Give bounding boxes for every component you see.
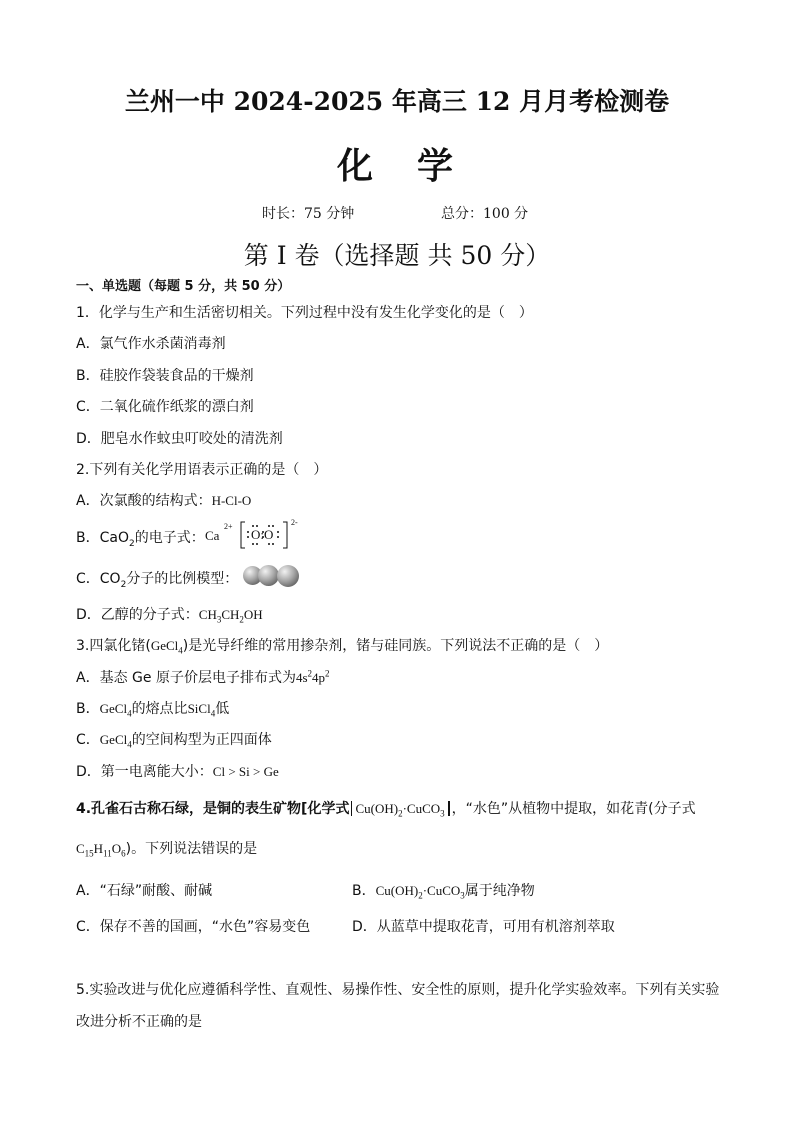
subject-title: 化 学 bbox=[336, 145, 457, 187]
q5-stem-line-1: 5.实验改进与优化应遵循科学性、直观性、易操作性、安全性的原则，提升化学实验效率。下列有关实验 bbox=[76, 982, 720, 998]
q2-a-text: A．次氯酸的结构式： bbox=[76, 493, 212, 509]
peroxide-charge: 2- bbox=[291, 518, 298, 527]
q4-b-formula: $Cu(OH)_2\cdot CuCO_3$ bbox=[375, 883, 465, 901]
ca-cation: Ca bbox=[205, 528, 220, 543]
q1-option-b: B．硅胶作袋装食品的干燥剂 bbox=[76, 368, 254, 384]
q2-d-text: D．乙醇的分子式： bbox=[76, 607, 199, 623]
q1-option-d: D．肥皂水作蚊虫叮咬处的清洗剂 bbox=[76, 431, 283, 447]
part-title: 第 I 卷（选择题 共 50 分） bbox=[243, 241, 551, 270]
q2-b-text-2: 的电子式： bbox=[134, 530, 205, 546]
exam-total-score: 总分：100 分 bbox=[441, 206, 529, 222]
q4-option-a: A．“石绿”耐酸、耐碱 bbox=[76, 883, 213, 899]
q5-stem-line-2: 改进分析不正确的是 bbox=[76, 1014, 202, 1030]
q3-stem-formula: GeCl$_4$ bbox=[150, 638, 183, 656]
q2-c-sub: 2 bbox=[120, 579, 127, 590]
q4-option-c: C．保存不善的国画，“水色”容易变色 bbox=[76, 919, 311, 935]
q2-stem: 2.下列有关化学用语表示正确的是（ ） bbox=[76, 462, 328, 478]
q2-option-c bbox=[76, 568, 238, 590]
exam-duration: 时长：75 分钟 bbox=[262, 206, 355, 222]
oxygen-atom-right bbox=[277, 565, 299, 587]
q1-stem: 1．化学与生产和生活密切相关。下列过程中没有发生化学变化的是（ ） bbox=[76, 305, 533, 321]
q3-a-formula: $4s^24p^2$ bbox=[295, 668, 330, 685]
q2-c-text: C．CO bbox=[76, 571, 121, 587]
q2-c-text-2: 分子的比例模型： bbox=[126, 571, 239, 587]
peroxide-anion: O:O bbox=[251, 527, 274, 542]
q2-option-b bbox=[76, 527, 205, 549]
q3-b-formula-2: SiCl$_4$ bbox=[187, 701, 216, 719]
carbon-atom bbox=[258, 565, 279, 586]
q3-option-a: A．基态 Ge 原子价层电子排布式为$4s^24p^2$ bbox=[76, 668, 330, 686]
q1-option-a: A．氯气作水杀菌消毒剂 bbox=[76, 336, 226, 352]
q3-stem: 3.四氯化锗(GeCl$_4$)是光导纤维的常用掺杂剂，锗与硅同族。下列说法不正确的是（ ） bbox=[76, 638, 609, 656]
section-title: 一、单选题（每题 5 分，共 50 分） bbox=[76, 279, 291, 294]
q3-b-formula-1: GeCl$_4$ bbox=[99, 701, 132, 719]
q3-c-formula: GeCl$_4$ bbox=[99, 732, 132, 750]
q3-option-d: D．第一电离能大小：Cl > Si > Ge bbox=[76, 764, 279, 780]
q2-b-text: B．CaO bbox=[76, 530, 129, 546]
q4-option-d: D．从蓝草中提取花青，可用有机溶剂萃取 bbox=[352, 919, 615, 935]
q4-stem-line-1: 4.孔雀石古称石绿，是铜的表生矿物[化学式 $Cu(OH)_2\cdot CuCO_3$ ，“水色”从植物中提取，如花青(分子式 bbox=[76, 801, 696, 819]
q2-option-d bbox=[76, 604, 263, 625]
q3-option-b: B．GeCl$_4$的熔点比SiCl$_4$低 bbox=[76, 701, 230, 719]
q4-option-b: B．$Cu(OH)_2\cdot CuCO_3$属于纯净物 bbox=[352, 883, 535, 901]
q3-option-c: C．GeCl$_4$的空间构型为正四面体 bbox=[76, 732, 272, 750]
q3-d-formula: Cl > Si > Ge bbox=[212, 764, 279, 779]
exam-title: 兰州一中 2024-2025 年高三 12 月月考检测卷 bbox=[124, 87, 670, 116]
ca-charge: 2+ bbox=[224, 522, 233, 531]
q2-a-formula: H-Cl-O bbox=[211, 493, 252, 508]
q4-stem-formula: $Cu(OH)_2\cdot CuCO_3$ bbox=[351, 801, 449, 816]
q4-stem-line-2: $C_{15}H_{11}O_6$)。下列说法错误的是 bbox=[76, 841, 258, 859]
q2-option-a bbox=[76, 490, 251, 510]
q2-d-formula: $CH_3CH_2OH$ bbox=[198, 607, 263, 625]
q4-anthocyanin-formula: $C_{15}H_{11}O_6$ bbox=[76, 841, 126, 859]
q1-option-c: C．二氧化硫作纸浆的漂白剂 bbox=[76, 399, 254, 415]
q2-b-sub: 2 bbox=[128, 538, 135, 549]
